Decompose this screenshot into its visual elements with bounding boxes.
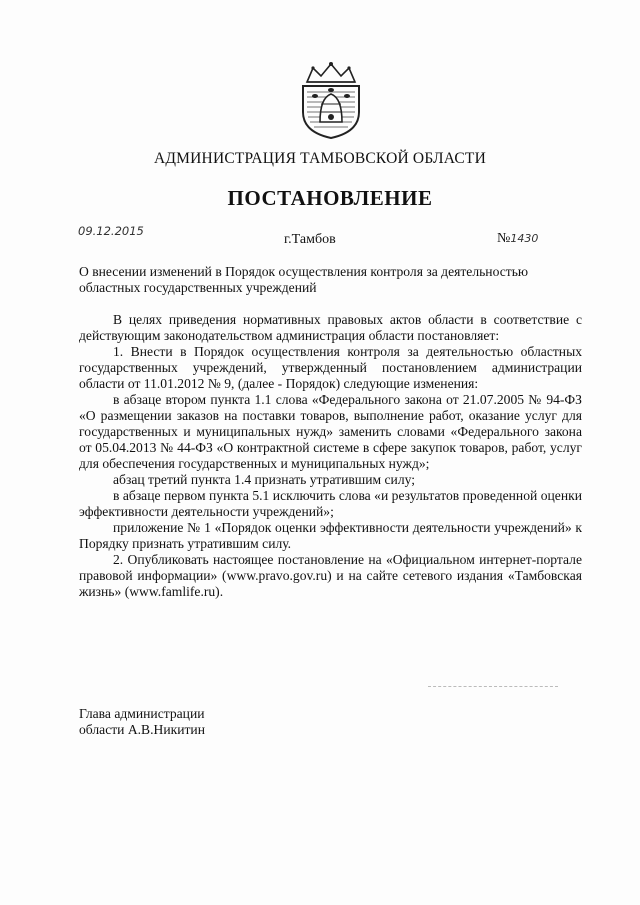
- body-paragraph: В целях приведения нормативных правовых актов области в соответствие с действующим законодательством администрация области постановляет:: [79, 312, 582, 343]
- signature-title: Глава администрации: [79, 706, 205, 721]
- tambov-coat-of-arms-icon: [293, 60, 369, 140]
- body-paragraph: приложение № 1 «Порядок оценки эффективности деятельности учреждений» к Порядку признать утратившим силу.: [79, 520, 582, 551]
- body-paragraph: 2. Опубликовать настоящее постановление на «Официальном интернет-портале правовой информации» (www.pravo.gov.ru) и на сайте сетевого издания «Тамбовская жизнь» (www.famlife.ru).: [79, 552, 582, 599]
- body-paragraph: в абзаце первом пункта 5.1 исключить слова «и результатов проведенной оценки эффективности деятельности учреждений»;: [79, 488, 582, 519]
- number-sign: №: [497, 231, 511, 246]
- signature-block: [79, 706, 205, 738]
- divider: [428, 686, 558, 687]
- body-paragraph: 1. Внести в Порядок осуществления контроля за деятельностью областных государственных учреждений, утвержденный постановлением администрации области от 11.01.2012 № 9, (далее - Порядок) следующие изменения:: [79, 344, 582, 391]
- body-paragraph: абзац третий пункта 1.4 признать утратившим силу;: [113, 472, 416, 487]
- handwritten-number: 1430: [510, 232, 539, 245]
- city-label: г.Тамбов: [284, 232, 336, 247]
- document-type-title: ПОСТАНОВЛЕНИЕ: [227, 186, 433, 210]
- document-subject: [79, 264, 579, 296]
- organization-title: АДМИНИСТРАЦИЯ ТАМБОВСКОЙ ОБЛАСТИ: [154, 150, 486, 167]
- subject-line: О внесении изменений в Порядок осуществления контроля за деятельностью: [79, 264, 529, 279]
- signature-name: области А.В.Никитин: [79, 722, 205, 737]
- body-paragraph: в абзаце втором пункта 1.1 слова «Федерального закона от 21.07.2005 № 94-ФЗ «О размещении заказов на поставки товаров, выполнение работ, оказание услуг для государственных и муниципальных нужд» заменить словами «Федерального закона от 05.04.2013 № 44-ФЗ «О контрактной системе в сфере закупок товаров, работ, услуг для обеспечения государственных и муниципальных нужд»;: [79, 392, 582, 471]
- handwritten-date: 09.12.2015: [78, 224, 144, 238]
- subject-line: областных государственных учреждений: [79, 280, 317, 295]
- document-body: [79, 312, 582, 600]
- document-number: [497, 231, 538, 247]
